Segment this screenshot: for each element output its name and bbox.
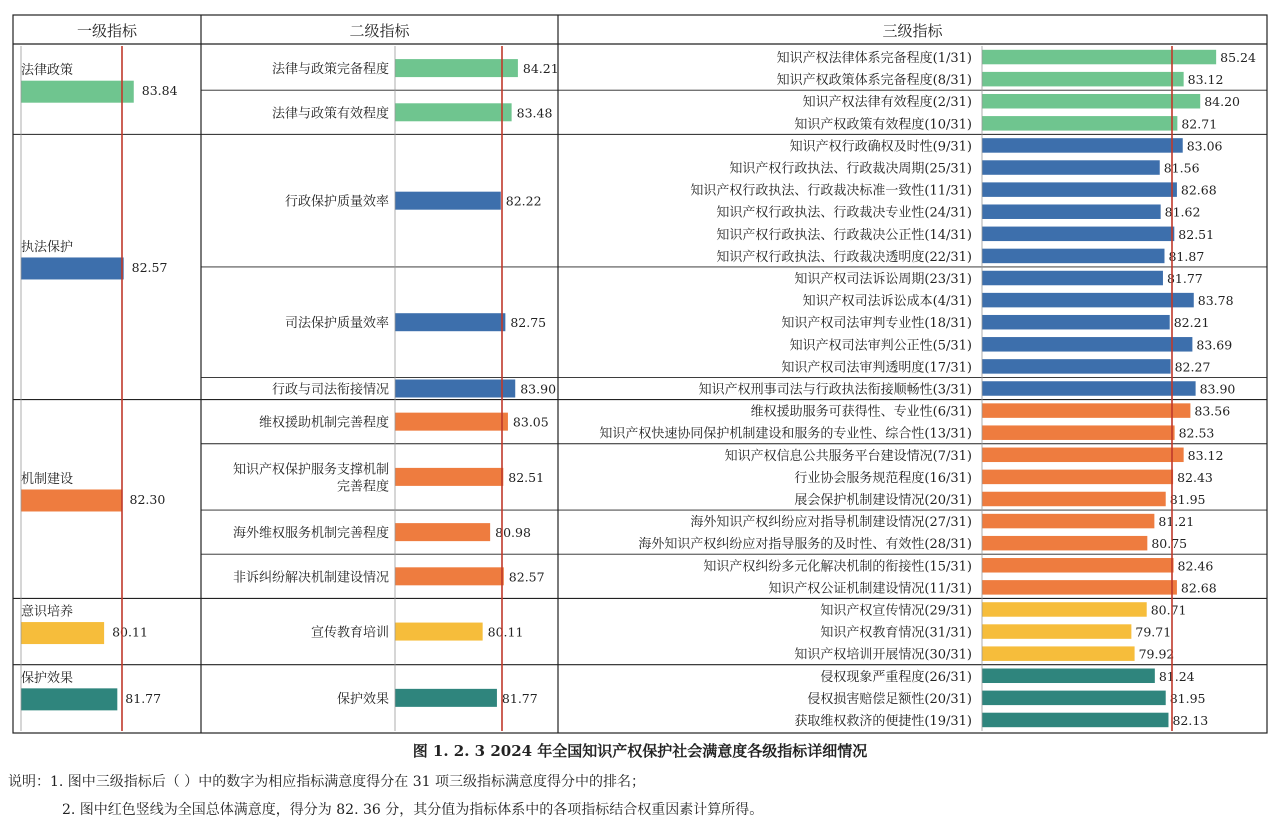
level2-bar	[395, 313, 505, 331]
level1-label: 保护效果	[21, 670, 74, 686]
level3-bar	[982, 470, 1173, 485]
level3-label: 知识产权行政执法、行政裁决公正性(14/31)	[716, 227, 972, 243]
level3-label: 知识产权培训开展情况(30/31)	[794, 647, 972, 663]
level3-label: 知识产权行政执法、行政裁决周期(25/31)	[729, 161, 972, 177]
level2-label: 知识产权保护服务支撑机制	[232, 462, 389, 478]
level3-value-label: 84.20	[1204, 94, 1241, 110]
level2-bar	[395, 468, 503, 486]
level3-value-label: 82.53	[1178, 425, 1215, 441]
level3-bar	[982, 50, 1216, 65]
level3-value-label: 82.68	[1180, 580, 1217, 596]
level1-bar	[21, 257, 124, 279]
level3-bar	[982, 425, 1175, 440]
level2-value-label: 83.90	[520, 381, 557, 397]
level2-label: 维权援助机制完善程度	[258, 415, 389, 431]
level3-label: 知识产权法律有效程度(2/31)	[802, 95, 972, 111]
level3-value-label: 81.95	[1169, 491, 1206, 507]
level3-bar	[982, 72, 1184, 87]
level2-label: 行政保护质量效率	[284, 194, 389, 210]
level2-value-label: 82.51	[508, 469, 545, 485]
level3-label: 知识产权行政执法、行政裁决透明度(22/31)	[716, 249, 972, 265]
level2-label: 海外维权服务机制完善程度	[232, 526, 389, 542]
level3-bar	[982, 293, 1194, 308]
level3-value-label: 82.43	[1177, 469, 1213, 485]
level1-bar	[21, 489, 122, 511]
level3-label: 知识产权公证机制建设情况(11/31)	[768, 581, 972, 597]
level3-value-label: 81.62	[1164, 204, 1201, 220]
level2-value-label: 82.57	[508, 569, 545, 585]
level3-bar	[982, 337, 1192, 352]
level2-value-label: 82.22	[505, 193, 542, 209]
level1-value-label: 82.57	[131, 259, 168, 275]
level2-bar	[395, 59, 518, 77]
level3-bar	[982, 315, 1170, 330]
level3-bar	[982, 381, 1196, 396]
level3-value-label: 83.56	[1194, 403, 1231, 419]
level3-label: 侵权现象严重程度(26/31)	[820, 669, 972, 685]
level3-value-label: 81.95	[1169, 690, 1206, 706]
level3-label: 海外知识产权纠纷应对指导服务的及时性、有效性(28/31)	[638, 537, 972, 553]
level3-value-label: 79.92	[1138, 646, 1175, 662]
level3-value-label: 82.51	[1178, 226, 1215, 242]
note-line-1: 说明：1. 图中三级指标后（ ）中的数字为相应指标满意度得分在 31 项三级指标满意度得分中的排名；	[8, 774, 645, 790]
level3-bar	[982, 138, 1183, 153]
level2-bar	[395, 380, 515, 398]
level3-bar	[982, 204, 1161, 219]
level3-label: 知识产权教育情况(31/31)	[820, 625, 972, 641]
level3-value-label: 80.71	[1150, 602, 1187, 618]
level3-bar	[982, 624, 1131, 639]
level2-bar	[395, 413, 508, 431]
level3-bar	[982, 448, 1184, 463]
level3-label: 知识产权纠纷多元化解决机制的衔接性(15/31)	[703, 559, 972, 575]
level3-value-label: 82.46	[1177, 558, 1214, 574]
level3-value-label: 81.24	[1158, 668, 1195, 684]
level2-value-label: 82.75	[510, 315, 547, 331]
level3-label: 知识产权司法审判专业性(18/31)	[781, 316, 972, 332]
level2-value-label: 83.48	[516, 105, 553, 121]
level1-value-label: 80.11	[112, 624, 148, 640]
level3-label: 行业协会服务规范程度(16/31)	[794, 470, 972, 486]
level3-value-label: 83.12	[1187, 447, 1224, 463]
level2-value-label: 80.98	[495, 525, 531, 541]
column-header: 一级指标	[76, 22, 138, 40]
level1-bar	[21, 81, 134, 103]
level3-bar	[982, 116, 1177, 131]
level3-bar	[982, 227, 1174, 242]
level3-value-label: 82.13	[1172, 712, 1209, 728]
level1-label: 法律政策	[21, 63, 74, 79]
level3-bar	[982, 713, 1168, 728]
level3-label: 知识产权司法审判透明度(17/31)	[781, 360, 972, 376]
level2-bar	[395, 567, 504, 585]
level2-value-label: 84.21	[522, 61, 559, 77]
level3-value-label: 82.21	[1173, 315, 1210, 331]
level3-value-label: 83.12	[1187, 72, 1224, 88]
level2-label: 非诉纠纷解决机制建设情况	[232, 570, 389, 586]
level3-value-label: 81.87	[1168, 248, 1205, 264]
level3-value-label: 83.90	[1199, 381, 1236, 397]
level3-label: 知识产权信息公共服务平台建设情况(7/31)	[724, 448, 972, 464]
level3-value-label: 80.75	[1151, 536, 1188, 552]
level3-label: 海外知识产权纠纷应对指导机制建设情况(27/31)	[690, 515, 972, 531]
level1-value-label: 82.30	[129, 491, 166, 507]
level2-label: 行政与司法衔接情况	[271, 382, 389, 398]
level3-value-label: 81.21	[1158, 514, 1195, 530]
level3-value-label: 83.78	[1197, 293, 1234, 309]
level2-bar	[395, 689, 497, 707]
level2-label: 法律与政策有效程度	[271, 106, 389, 122]
level1-label: 执法保护	[21, 239, 74, 255]
level3-label: 知识产权政策体系完备程度(8/31)	[776, 73, 972, 89]
level3-label: 知识产权快速协同保护机制建设和服务的专业性、综合性(13/31)	[599, 426, 972, 442]
level3-label: 维权援助服务可获得性、专业性(6/31)	[750, 404, 972, 420]
level3-value-label: 82.71	[1181, 116, 1218, 132]
level1-value-label: 81.77	[125, 690, 162, 706]
level2-label: 保护效果	[336, 691, 389, 707]
level2-value-label: 80.11	[487, 624, 524, 640]
level2-value-label: 83.05	[512, 414, 549, 430]
level2-label: 完善程度	[336, 479, 389, 495]
level3-bar	[982, 271, 1163, 286]
level3-label: 知识产权宣传情况(29/31)	[820, 603, 972, 619]
level3-bar	[982, 669, 1155, 684]
level3-label: 知识产权行政确权及时性(9/31)	[789, 139, 972, 155]
figure-caption: 图 1. 2. 3 2024 年全国知识产权保护社会满意度各级指标详细情况	[412, 742, 868, 760]
level3-bar	[982, 558, 1174, 573]
level2-bar	[395, 623, 483, 641]
level3-bar	[982, 94, 1200, 109]
level3-label: 知识产权司法诉讼成本(4/31)	[802, 294, 972, 310]
column-header: 二级指标	[349, 22, 410, 40]
level2-label: 法律与政策完备程度	[271, 62, 389, 78]
level1-bar	[21, 688, 117, 710]
level3-value-label: 82.27	[1174, 359, 1211, 375]
level3-label: 知识产权司法诉讼周期(23/31)	[794, 272, 972, 288]
level3-bar	[982, 580, 1177, 595]
level2-value-label: 81.77	[501, 690, 538, 706]
level3-value-label: 83.06	[1186, 138, 1223, 154]
level1-value-label: 83.84	[141, 83, 178, 99]
level3-bar	[982, 602, 1147, 617]
level3-bar	[982, 646, 1135, 661]
level1-label: 机制建设	[21, 471, 74, 487]
level3-label: 侵权损害赔偿足额性(20/31)	[807, 691, 972, 707]
level3-bar	[982, 249, 1164, 264]
level3-value-label: 81.77	[1166, 271, 1203, 287]
level3-bar	[982, 514, 1154, 529]
level2-bar	[395, 523, 490, 541]
level3-bar	[982, 160, 1160, 175]
level3-bar	[982, 492, 1166, 507]
level3-label: 知识产权刑事司法与行政执法衔接顺畅性(3/31)	[698, 382, 972, 398]
level2-label: 司法保护质量效率	[284, 316, 389, 332]
level3-label: 知识产权行政执法、行政裁决专业性(24/31)	[716, 205, 972, 221]
level3-bar	[982, 359, 1171, 374]
level3-value-label: 83.69	[1196, 337, 1233, 353]
level3-label: 知识产权政策有效程度(10/31)	[794, 117, 972, 133]
level3-bar	[982, 403, 1190, 418]
level3-bar	[982, 691, 1166, 706]
level2-bar	[395, 103, 512, 121]
level2-bar	[395, 192, 501, 210]
level1-bar	[21, 622, 104, 644]
level1-label: 意识培养	[21, 604, 74, 620]
level3-label: 知识产权法律体系完备程度(1/31)	[776, 51, 972, 67]
level2-label: 宣传教育培训	[310, 625, 389, 641]
level3-label: 知识产权行政执法、行政裁决标准一致性(11/31)	[690, 183, 972, 199]
note-line-2: 2. 图中红色竖线为全国总体满意度，得分为 82. 36 分，其分值为指标体系中的各项指标结合权重因素计算所得。	[62, 802, 764, 818]
level3-bar	[982, 182, 1177, 197]
level3-bar	[982, 536, 1147, 551]
level3-label: 展会保护机制建设情况(20/31)	[794, 492, 972, 508]
level3-value-label: 82.68	[1180, 182, 1217, 198]
level3-label: 获取维权救济的便捷性(19/31)	[794, 713, 972, 729]
level3-value-label: 81.56	[1163, 160, 1200, 176]
level3-value-label: 79.71	[1135, 624, 1172, 640]
level3-label: 知识产权司法审判公正性(5/31)	[789, 338, 972, 354]
level3-value-label: 85.24	[1220, 50, 1256, 66]
column-header: 三级指标	[882, 22, 943, 40]
